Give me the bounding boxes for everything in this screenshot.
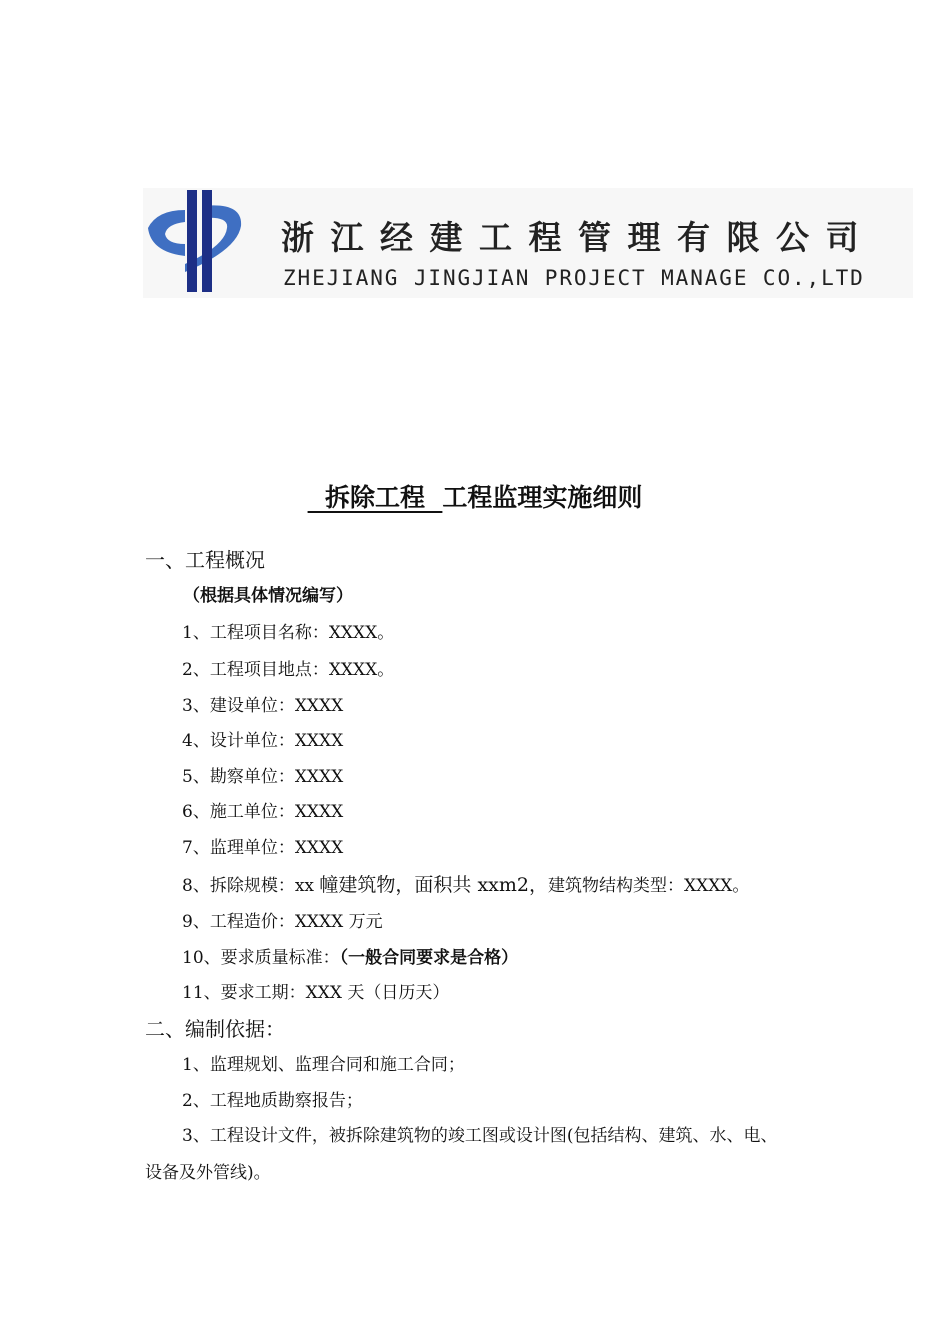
section2-heading: 二、编制依据： xyxy=(145,1017,285,1041)
list-item: 5、勘察单位：XXXX xyxy=(182,767,344,787)
list-item: 3、建设单位：XXXX xyxy=(182,696,344,716)
company-logo-icon xyxy=(145,188,245,296)
list-item: 3、工程设计文件，被拆除建筑物的竣工图或设计图(包括结构、建筑、水、电、 xyxy=(182,1126,778,1146)
list-item: 9、工程造价：XXXX 万元 xyxy=(182,912,383,932)
quality-note: （一般合同要求是合格） xyxy=(339,948,519,968)
list-item: 11、要求工期：XXX 天（日历天） xyxy=(182,983,450,1003)
company-logo-banner xyxy=(143,188,913,298)
list-item: 7、监理单位：XXXX xyxy=(182,838,344,858)
section1-heading: 一、工程概况 xyxy=(145,548,265,572)
list-item-scale xyxy=(182,872,749,899)
document-title xyxy=(0,478,950,518)
scale-label: 8、拆除规模：xx xyxy=(182,876,320,896)
title-underlined-part: 拆除工程 xyxy=(307,483,443,512)
list-item: 6、施工单位：XXXX xyxy=(182,802,344,822)
list-item: 2、工程项目地点：XXXX。 xyxy=(182,660,395,680)
company-name-cn: 浙江经建工程管理有限公司 xyxy=(281,218,875,257)
list-item-quality xyxy=(182,945,518,971)
list-item: 2、工程地质勘察报告； xyxy=(182,1091,363,1111)
section1-note: （根据具体情况编写） xyxy=(183,586,353,606)
title-rest: 工程监理实施细则 xyxy=(442,483,643,512)
scale-value: 幢建筑物，面积共 xxm2， xyxy=(319,874,548,896)
list-item: 1、监理规划、监理合同和施工合同； xyxy=(182,1055,465,1075)
list-item-continuation: 设备及外管线)。 xyxy=(145,1163,271,1183)
quality-label: 10、要求质量标准： xyxy=(182,948,340,968)
company-name-en: ZHEJIANG JINGJIAN PROJECT MANAGE CO.,LTD xyxy=(283,266,865,290)
list-item: 1、工程项目名称：XXXX。 xyxy=(182,623,395,643)
structure-type: 建筑物结构类型：XXXX。 xyxy=(547,876,750,896)
list-item: 4、设计单位：XXXX xyxy=(182,731,344,751)
